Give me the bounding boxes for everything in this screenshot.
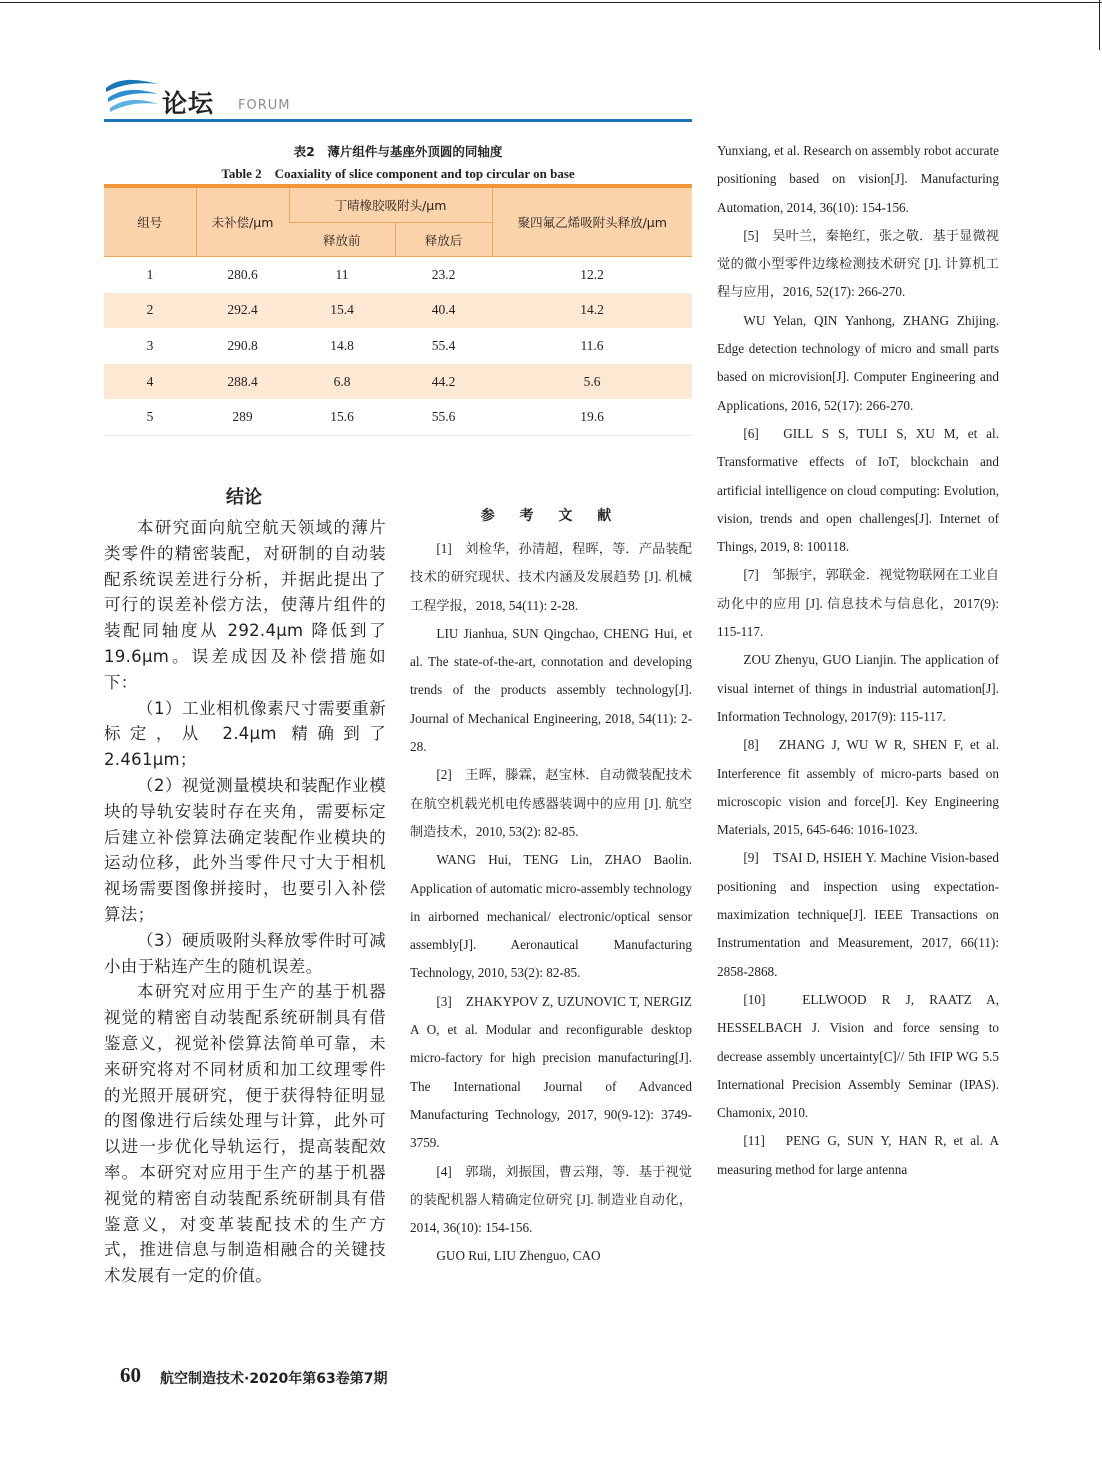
header-before-release: 释放前 bbox=[289, 223, 395, 257]
table-row bbox=[104, 293, 692, 329]
conclusion-paragraph: 本研究对应用于生产的基于机器视觉的精密自动装配系统研制具有借鉴意义，视觉补偿算法简单可靠，未来研究将对不同材质和加工纹理零件的光照开展研究，便于获得特征明显的图像进行后续处理与计算，此外可以进一步优化导轨运行，提高装配效率。本研究对应用于生产的基于机器视觉的精密自动装配系统研制具有借鉴意义，对变革装配技术的生产方式，推进信息与制造相融合的关键技术发展有一定的价值。 bbox=[104, 982, 386, 1286]
journal-info: 航空制造技术·2020年第63卷第7期 bbox=[160, 1371, 388, 1387]
conclusion-paragraph: （1）工业相机像素尺寸需要重新标定，从 2.4μm 精确到了 2.461μm； bbox=[104, 698, 386, 770]
reference-entry: WANG Hui, TENG Lin, ZHAO Baolin. Application of automatic micro-assembly technology in airborned mechanical/ electronic/optical sensor assembly[J]. Aeronautical Manufacturing Technology, 2010, 53(2): 82-85. bbox=[410, 852, 692, 981]
table-cell: 1 bbox=[104, 257, 196, 293]
reference-entry: WU Yelan, QIN Yanhong, ZHANG Zhijing. Edge detection technology of micro and small parts based on microvision[J]. Computer Engineering and Applications, 2016, 52(17): 266-270. bbox=[717, 312, 999, 413]
reference-entry: [6] GILL S S, TULI S, XU M, et al. Transformative effects of IoT, blockchain and artificial intelligence on cloud computing: Evolution, vision, trends and open challenges[J]. Internet of Things, 2019, 8: 100118. bbox=[717, 425, 999, 555]
reference-entry: [5] 吴叶兰，秦艳红，张之敬．基于显微视觉的微小型零件边缘检测技术研究 [J]. 计算机工程与应用，2016, 52(17): 266-270. bbox=[717, 227, 999, 300]
table-cell: 15.6 bbox=[289, 399, 395, 435]
reference-entry: ZOU Zhenyu, GUO Lianjin. The application of visual internet of things in industrial automation[J]. Information Technology, 2017(9): 115-117. bbox=[717, 652, 999, 724]
reference-continuation: Yunxiang, et al. Research on assembly robot accurate positioning based on vision[J]. Manufacturing Automation, 2014, 36(10): 154-156. bbox=[717, 143, 999, 215]
table-cell: 11 bbox=[289, 257, 395, 293]
table-cell: 44.2 bbox=[395, 364, 492, 400]
table-row bbox=[104, 399, 692, 435]
table-row bbox=[104, 328, 692, 364]
table-cell: 55.4 bbox=[395, 328, 492, 364]
table-cell: 2 bbox=[104, 293, 196, 329]
table-cell: 15.4 bbox=[289, 293, 395, 329]
table-cell: 23.2 bbox=[395, 257, 492, 293]
table-cell: 55.6 bbox=[395, 399, 492, 435]
table-cell: 292.4 bbox=[196, 293, 289, 329]
header-group: 组号 bbox=[104, 186, 196, 257]
table-cell: 5.6 bbox=[492, 364, 692, 400]
reference-entry: [4] 郭瑞，刘振国，曹云翔，等．基于视觉的装配机器人精确定位研究 [J]. 制造业自动化，2014, 36(10): 154-156. bbox=[410, 1163, 692, 1236]
conclusion-paragraph: （2）视觉测量模块和装配作业模块的导轨安装时存在夹角，需要标定后建立补偿算法确定装配作业模块的运动位移，此外当零件尺寸大于相机视场需要图像拼接时，也要引入补偿算法； bbox=[104, 775, 386, 924]
table-cell: 5 bbox=[104, 399, 196, 435]
table-cell: 12.2 bbox=[492, 257, 692, 293]
conclusion-paragraph: （3）硬质吸附头释放零件时可减小由于粘连产生的随机误差。 bbox=[104, 930, 386, 976]
table-row bbox=[104, 364, 692, 400]
reference-entry: LIU Jianhua, SUN Qingchao, CHENG Hui, et al. The state-of-the-art, connotation and developing trends of the products assembly technology[J]. Journal of Mechanical Engineering, 2018, 54(11): 2-28. bbox=[410, 625, 692, 755]
table-cell: 290.8 bbox=[196, 328, 289, 364]
table-cell: 11.6 bbox=[492, 328, 692, 364]
table-caption-cn: 表2 薄片组件与基座外顶圆的同轴度 bbox=[293, 144, 503, 159]
table-cell: 3 bbox=[104, 328, 196, 364]
forum-logo bbox=[104, 76, 304, 120]
header-nitrile: 丁晴橡胶吸附头/μm bbox=[289, 186, 492, 223]
reference-entry: [11] PENG G, SUN Y, HAN R, et al. A measuring method for large antenna bbox=[717, 1133, 999, 1177]
reference-entry: [8] ZHANG J, WU W R, SHEN F, et al. Interference fit assembly of micro-parts based on microscopic vision and force[J]. Key Engineering Materials, 2015, 645-646: 1016-1023. bbox=[717, 737, 999, 838]
table-cell: 14.8 bbox=[289, 328, 395, 364]
table-cell: 289 bbox=[196, 399, 289, 435]
reference-entry: [1] 刘检华，孙清超，程晖，等．产品装配技术的研究现状、技术内涵及发展趋势 [J]. 机械工程学报，2018, 54(11): 2-28. bbox=[410, 541, 692, 613]
reference-entry: [10] ELLWOOD R J, RAATZ A, HESSELBACH J. Vision and force sensing to decrease assembly uncertainty[C]// 5th IFIP WG 5.5 International Precision Assembly Seminar (IPAS). Chamonix, 2010. bbox=[717, 991, 999, 1121]
reference-entry: GUO Rui, LIU Zhenguo, CAO bbox=[436, 1248, 601, 1264]
page-footer bbox=[104, 1362, 604, 1392]
table-cell: 14.2 bbox=[492, 293, 692, 329]
crop-mark bbox=[1099, 0, 1100, 50]
header-rule bbox=[104, 119, 692, 122]
table-cell: 288.4 bbox=[196, 364, 289, 400]
crop-mark bbox=[0, 2, 1102, 3]
logo-english-text: FORUM bbox=[238, 98, 291, 113]
conclusion-body bbox=[104, 515, 386, 1289]
header-after-release: 释放后 bbox=[395, 223, 492, 257]
logo-chinese-text: 论坛 bbox=[162, 89, 215, 118]
table-cell: 19.6 bbox=[492, 399, 692, 435]
references-column-middle bbox=[410, 535, 692, 1271]
references-title: 参 考 文 献 bbox=[480, 508, 622, 524]
table-body bbox=[104, 257, 692, 436]
header-ptfe: 聚四氟乙烯吸附头释放/μm bbox=[492, 186, 692, 257]
header-uncompensated: 未补偿/μm bbox=[196, 186, 289, 257]
reference-entry: [2] 王晖，滕霖，赵宝林．自动微装配技术在航空机载光机电传感器装调中的应用 [J]. 航空制造技术，2010, 53(2): 82-85. bbox=[410, 767, 692, 839]
table-cell: 4 bbox=[104, 364, 196, 400]
wave-logo-icon bbox=[104, 76, 160, 116]
table-cell: 40.4 bbox=[395, 293, 492, 329]
page-number: 60 bbox=[120, 1363, 141, 1387]
conclusion-paragraph: 本研究面向航空航天领域的薄片类零件的精密装配，对研制的自动装配系统误差进行分析，并据此提出了可行的误差补偿方法，使薄片组件的装配同轴度从 292.4μm 降低到了 19.6μm。误差成因及补偿措施如下： bbox=[104, 518, 386, 692]
reference-entry: [7] 邹振宇，郭联金．视觉物联网在工业自动化中的应用 [J]. 信息技术与信息化，2017(9): 115-117. bbox=[717, 567, 999, 640]
conclusion-title: 结论 bbox=[226, 487, 262, 508]
table-caption-en: Table 2 Coaxiality of slice component and top circular on base bbox=[221, 166, 575, 181]
references-column-right bbox=[717, 137, 999, 1184]
coaxiality-table bbox=[104, 184, 692, 436]
table-cell: 6.8 bbox=[289, 364, 395, 400]
table-cell: 280.6 bbox=[196, 257, 289, 293]
table-row bbox=[104, 257, 692, 293]
reference-entry: [9] TSAI D, HSIEH Y. Machine Vision-based positioning and inspection using expectation-maximization technique[J]. IEEE Transactions on Instrumentation and Measurement, 2017, 66(11): 2858-2868. bbox=[717, 850, 999, 979]
reference-entry: [3] ZHAKYPOV Z, UZUNOVIC T, NERGIZ A O, et al. Modular and reconfigurable desktop micro-factory for high precision manufacturing[J]. The International Journal of Advanced Manufacturing Technology, 2017, 90(9-12): 3749-3759. bbox=[410, 993, 692, 1151]
